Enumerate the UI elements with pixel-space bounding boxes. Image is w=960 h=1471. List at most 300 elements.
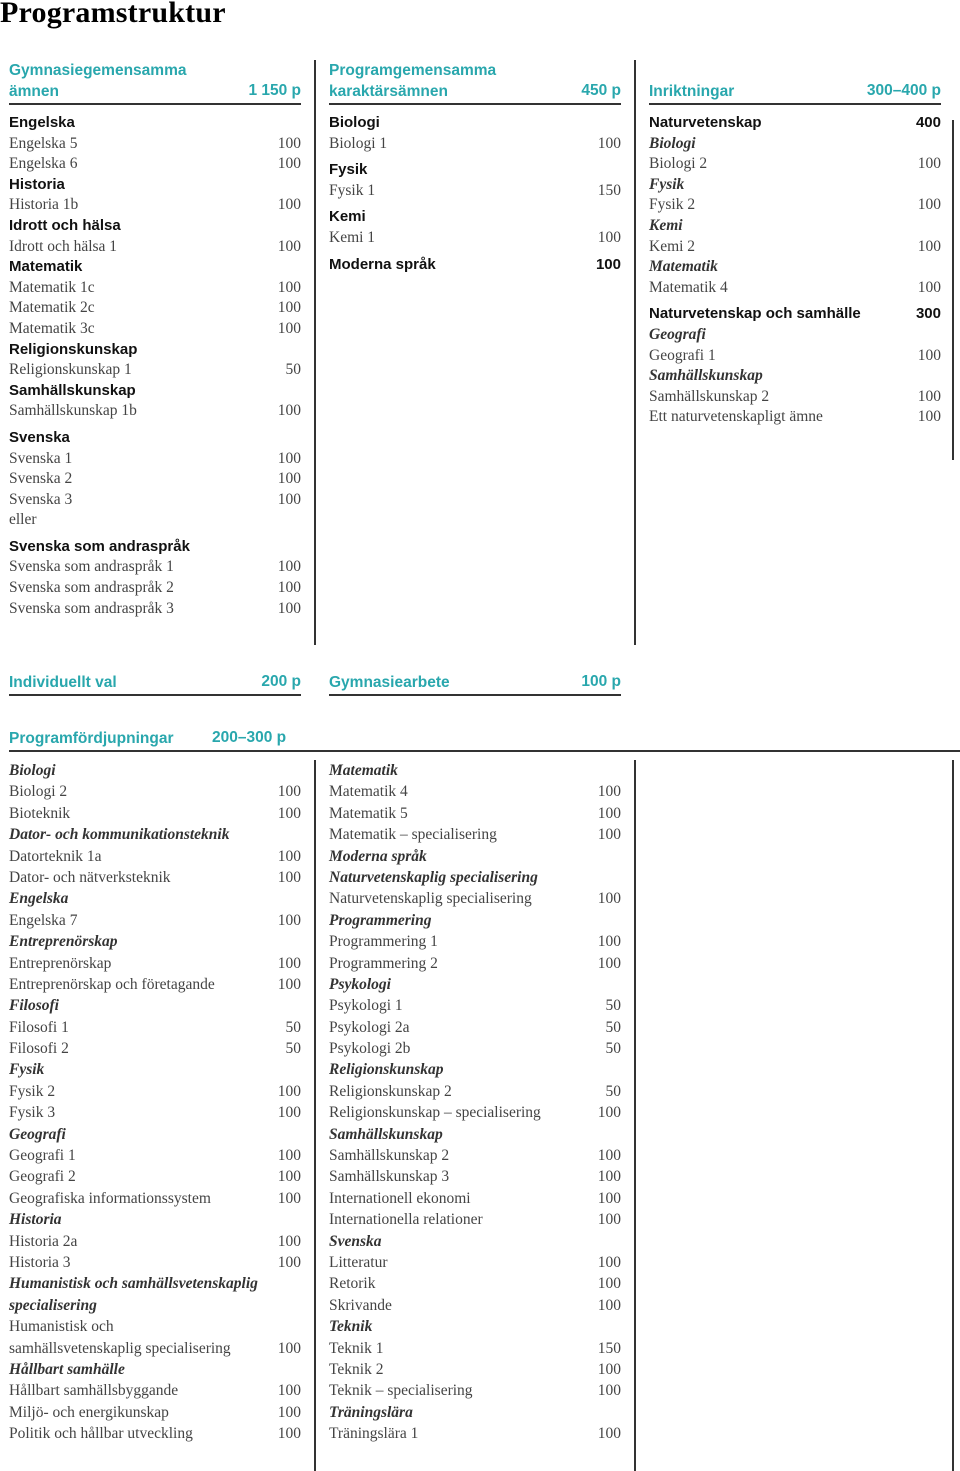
row-points: 100 (277, 237, 301, 255)
row-points: 100 (277, 449, 301, 467)
row-label: Retorik (329, 1275, 376, 1293)
row-label: Religionskunskap – specialisering (329, 1104, 541, 1122)
row-points: 100 (277, 1253, 301, 1271)
row-label: Dator- och kommunikationsteknik (9, 826, 230, 844)
course-row (329, 1359, 621, 1380)
row-points: 100 (597, 826, 621, 844)
gymnasiearbete-section (329, 672, 621, 696)
row-label: Dator- och nätverksteknik (9, 868, 171, 886)
column-divider (314, 60, 316, 645)
row-label: Matematik (329, 762, 398, 779)
subject-heading (329, 1231, 621, 1252)
row-label: Samhällskunskap 2 (649, 387, 770, 405)
row-points: 100 (597, 1425, 621, 1443)
course-list (329, 113, 621, 275)
header-line-2: karaktärsämnen (329, 83, 448, 100)
gymnasiegemensamma-section (9, 60, 301, 619)
row-label: Svenska (329, 1232, 382, 1250)
row-points: 100 (277, 599, 301, 617)
course-row (9, 1188, 301, 1209)
page-title: Programstruktur (0, 0, 226, 29)
row-label: Idrott och hälsa 1 (9, 237, 118, 255)
row-label: Fysik (649, 175, 685, 193)
course-list (9, 113, 301, 619)
row-points: 50 (285, 1018, 301, 1036)
course-row (329, 888, 621, 909)
row-label: Biologi 2 (649, 155, 708, 173)
course-row (9, 599, 301, 620)
course-row (329, 1423, 621, 1444)
row-label: Geografi 2 (9, 1168, 76, 1186)
inriktningar-header (649, 81, 941, 105)
row-label: Entreprenörskap (9, 933, 118, 951)
subject-heading (9, 381, 301, 402)
row-points: 100 (277, 579, 301, 597)
course-row (329, 1081, 621, 1102)
row-label: Kemi (329, 208, 366, 226)
course-list (649, 113, 941, 428)
row-label: Svenska som andraspråk 2 (9, 579, 174, 597)
course-row (9, 1081, 301, 1102)
subject-heading (9, 1273, 301, 1294)
row-label: Engelska 7 (9, 911, 78, 929)
gymnasiearbete-header (329, 672, 621, 696)
row-label: Engelska (9, 114, 75, 131)
subject-heading (9, 216, 301, 237)
column-divider (314, 760, 316, 1471)
row-label: Historia 3 (9, 1253, 71, 1271)
row-label: Fysik (9, 1061, 45, 1079)
row-points: 100 (597, 1360, 621, 1378)
header-line: Inriktningar (649, 83, 735, 100)
row-label: Ett naturvetenskapligt ämne (649, 408, 823, 426)
row-points: 100 (277, 470, 301, 488)
course-row (649, 154, 941, 175)
subject-heading (649, 134, 941, 155)
subject-heading (329, 910, 621, 931)
subject-heading (9, 1209, 301, 1230)
course-row (9, 319, 301, 340)
course-row (9, 1316, 301, 1337)
row-points: 100 (277, 954, 301, 972)
course-row (9, 867, 301, 888)
course-row (329, 824, 621, 845)
course-row (649, 387, 941, 408)
course-row (9, 953, 301, 974)
row-label: Teknik 2 (329, 1360, 384, 1378)
subject-heading (649, 325, 941, 346)
course-row (329, 1145, 621, 1166)
row-label: Samhällskunskap 1b (9, 402, 137, 420)
row-label: Matematik (649, 258, 718, 276)
row-points: 100 (277, 1339, 301, 1357)
course-row (9, 449, 301, 470)
course-row (9, 557, 301, 578)
subject-heading (649, 113, 941, 134)
row-label: Samhällskunskap (9, 381, 136, 399)
subject-heading (649, 366, 941, 387)
row-label: Kemi 1 (329, 228, 376, 246)
row-points: 100 (277, 196, 301, 214)
row-label: Engelska 6 (9, 155, 78, 173)
row-points: 100 (277, 1082, 301, 1100)
course-row (9, 1145, 301, 1166)
course-row (9, 974, 301, 995)
course-row (329, 1338, 621, 1359)
individuellt-val-section (9, 672, 301, 696)
course-row (9, 490, 301, 511)
row-label: Svenska 1 (9, 449, 73, 467)
header-line-1: Gymnasiegemensamma (9, 62, 187, 79)
course-row (329, 1038, 621, 1059)
row-points: 50 (605, 1040, 621, 1058)
row-points: 100 (597, 1296, 621, 1314)
row-label: Svenska 3 (9, 490, 73, 508)
row-points: 150 (597, 181, 621, 199)
row-label: Matematik 4 (649, 278, 728, 296)
row-points: 100 (277, 490, 301, 508)
row-points: 100 (277, 1168, 301, 1186)
row-label: Moderna språk (329, 847, 427, 865)
row-points: 100 (917, 387, 941, 405)
course-row (9, 510, 301, 531)
subject-heading (9, 824, 301, 845)
row-label: Kemi 2 (649, 237, 696, 255)
programfordjupningar-section (9, 728, 960, 752)
subject-heading (649, 304, 941, 325)
course-row (329, 1295, 621, 1316)
course-row (9, 803, 301, 824)
row-label: Matematik 4 (329, 783, 408, 801)
course-row (329, 1209, 621, 1230)
row-points: 100 (277, 868, 301, 886)
subject-heading (9, 537, 301, 558)
row-points: 50 (605, 1082, 621, 1100)
row-points: 100 (277, 1232, 301, 1250)
subject-heading (329, 1402, 621, 1423)
row-points: 100 (277, 155, 301, 173)
subject-heading (9, 175, 301, 196)
row-points: 100 (277, 402, 301, 420)
row-label: Internationella relationer (329, 1211, 483, 1229)
row-label: Biologi 2 (9, 783, 68, 801)
row-points: 100 (917, 196, 941, 214)
row-label: Politik och hållbar utveckling (9, 1425, 193, 1443)
section-points: 1 150 p (248, 82, 301, 99)
row-label: Naturvetenskaplig specialisering (329, 890, 532, 908)
course-row (9, 237, 301, 258)
row-label: Engelska (9, 890, 69, 908)
subject-heading (9, 931, 301, 952)
row-points: 100 (917, 155, 941, 173)
subject-heading (9, 888, 301, 909)
subject-heading (9, 340, 301, 361)
course-row (9, 578, 301, 599)
individuellt-val-header (9, 672, 301, 696)
row-label: Historia 2a (9, 1232, 78, 1250)
course-row (9, 401, 301, 422)
row-label: Naturvetenskaplig specialisering (329, 868, 538, 886)
row-label: Programmering (329, 911, 432, 929)
subject-heading (9, 1124, 301, 1145)
course-row (9, 134, 301, 155)
row-points: 100 (597, 1168, 621, 1186)
row-label: Psykologi 1 (329, 997, 403, 1015)
row-points: 400 (915, 114, 941, 131)
programgemensamma-header (329, 60, 621, 105)
course-row (9, 360, 301, 381)
row-points: 100 (597, 228, 621, 246)
column-divider (952, 120, 954, 460)
course-row (9, 1231, 301, 1252)
subject-heading (9, 257, 301, 278)
course-row (9, 1017, 301, 1038)
row-label: Samhällskunskap (329, 1125, 443, 1143)
row-label: Matematik 5 (329, 804, 408, 822)
row-points: 100 (277, 783, 301, 801)
course-row (9, 195, 301, 216)
section-points: 200–300 p (212, 729, 287, 746)
course-row (9, 1102, 301, 1123)
row-label: Fysik 3 (9, 1104, 56, 1122)
row-points: 100 (277, 1403, 301, 1421)
row-label: Fysik 1 (329, 181, 376, 199)
row-points: 100 (277, 319, 301, 337)
subject-heading (9, 995, 301, 1016)
row-label: Svenska som andraspråk 1 (9, 558, 174, 576)
course-row (9, 846, 301, 867)
row-points: 300 (915, 305, 941, 323)
row-label: Filosofi 1 (9, 1018, 69, 1036)
row-points: 100 (277, 804, 301, 822)
row-points: 100 (597, 1275, 621, 1293)
row-label: Religionskunskap 1 (9, 361, 132, 379)
course-row (9, 1338, 301, 1359)
row-label: Biologi 1 (329, 134, 388, 152)
subject-heading (9, 1059, 301, 1080)
row-points: 50 (605, 1018, 621, 1036)
section-points: 100 p (581, 673, 621, 690)
row-points: 100 (277, 278, 301, 296)
row-label: specialisering (9, 1296, 97, 1314)
row-points: 100 (917, 346, 941, 364)
row-label: Geografi 1 (649, 346, 716, 364)
row-points: 100 (277, 847, 301, 865)
course-row (649, 195, 941, 216)
course-row (329, 1166, 621, 1187)
course-row (9, 1380, 301, 1401)
subject-heading (329, 1124, 621, 1145)
subject-heading (329, 255, 621, 276)
row-points: 100 (597, 1104, 621, 1122)
row-label: Religionskunskap (329, 1061, 444, 1079)
course-row (9, 278, 301, 299)
row-label: Matematik 2c (9, 299, 95, 317)
row-points: 150 (597, 1339, 621, 1357)
row-points: 100 (277, 1382, 301, 1400)
row-points: 100 (597, 1147, 621, 1165)
header-line-2: ämnen (9, 83, 59, 100)
row-points: 50 (605, 997, 621, 1015)
row-label: Fysik 2 (9, 1082, 56, 1100)
row-label: Psykologi 2a (329, 1018, 410, 1036)
row-points: 100 (277, 975, 301, 993)
row-label: Filosofi (9, 997, 59, 1015)
section-points: 300–400 p (866, 82, 941, 99)
course-row (329, 1017, 621, 1038)
row-points: 100 (597, 1211, 621, 1229)
column-divider (634, 760, 636, 1471)
row-points: 100 (597, 1189, 621, 1207)
column-divider (634, 60, 636, 645)
row-label: Matematik (9, 258, 83, 276)
row-label: Svenska som andraspråk 3 (9, 599, 174, 617)
row-label: eller (9, 511, 37, 529)
row-label: Psykologi (329, 975, 391, 993)
row-points: 100 (597, 890, 621, 908)
row-label: Matematik – specialisering (329, 826, 497, 844)
section-points: 200 p (261, 673, 301, 690)
row-label: Engelska 5 (9, 134, 78, 152)
row-label: Litteratur (329, 1253, 388, 1271)
row-label: Matematik 3c (9, 319, 95, 337)
course-row (329, 228, 621, 249)
row-label: Fysik 2 (649, 196, 696, 214)
fordjupning-column-2 (329, 760, 621, 1445)
row-label: Moderna språk (329, 255, 436, 273)
course-row (649, 407, 941, 428)
row-label: Humanistisk och samhällsvetenskaplig (9, 1275, 258, 1293)
subject-heading (649, 175, 941, 196)
inriktningar-section (649, 81, 941, 428)
row-label: Religionskunskap (9, 340, 138, 358)
row-points: 100 (597, 1253, 621, 1271)
row-label: Biologi (9, 762, 56, 779)
programgemensamma-section (329, 60, 621, 275)
course-row (329, 953, 621, 974)
row-label: Programmering 1 (329, 933, 438, 951)
row-label: Historia (9, 1211, 62, 1229)
row-points: 100 (277, 1425, 301, 1443)
row-points: 100 (277, 134, 301, 152)
row-label: Geografi 1 (9, 1147, 76, 1165)
row-label: Svenska 2 (9, 470, 73, 488)
row-label: Biologi (329, 114, 380, 131)
course-list (9, 760, 301, 1445)
row-label: Historia 1b (9, 196, 79, 214)
row-points: 100 (597, 933, 621, 951)
row-label: Teknik (329, 1318, 373, 1336)
subject-heading (329, 160, 621, 181)
row-points: 100 (277, 1104, 301, 1122)
fordjupning-column-1 (9, 760, 301, 1445)
course-row (9, 1252, 301, 1273)
row-label: Historia (9, 175, 65, 193)
course-row (329, 1380, 621, 1401)
row-label: Samhällskunskap (649, 367, 763, 385)
course-row (329, 995, 621, 1016)
course-row (329, 781, 621, 802)
header-line: Individuellt val (9, 674, 117, 691)
row-label: Geografi (649, 325, 706, 343)
row-points: 100 (277, 299, 301, 317)
programfordjupningar-header (9, 728, 960, 752)
subject-heading (9, 113, 301, 134)
subject-heading (9, 1295, 301, 1316)
row-points: 100 (595, 255, 621, 273)
course-row (9, 154, 301, 175)
row-points: 100 (917, 237, 941, 255)
course-row (9, 1166, 301, 1187)
course-row (649, 278, 941, 299)
row-points: 100 (597, 783, 621, 801)
row-label: Entreprenörskap och företagande (9, 975, 215, 993)
row-label: Samhällskunskap 3 (329, 1168, 450, 1186)
row-points: 50 (285, 361, 301, 379)
row-label: Naturvetenskap och samhälle (649, 305, 861, 323)
row-label: Geografiska informationssystem (9, 1189, 211, 1207)
course-row (329, 1273, 621, 1294)
row-label: Programmering 2 (329, 954, 438, 972)
subject-heading (329, 760, 621, 781)
row-points: 100 (917, 278, 941, 296)
row-points: 100 (277, 1189, 301, 1207)
subject-heading (329, 846, 621, 867)
header-line-1: Programgemensamma (329, 62, 497, 79)
row-label: Matematik 1c (9, 278, 95, 296)
row-points: 50 (285, 1040, 301, 1058)
row-label: Naturvetenskap (649, 114, 762, 131)
subject-heading (329, 207, 621, 228)
row-points: 100 (277, 911, 301, 929)
row-label: Entreprenörskap (9, 954, 112, 972)
row-label: Bioteknik (9, 804, 71, 822)
course-row (9, 910, 301, 931)
subject-heading (9, 760, 301, 781)
row-label: Idrott och hälsa (9, 216, 121, 234)
row-label: Internationell ekonomi (329, 1189, 471, 1207)
course-row (9, 1423, 301, 1444)
section-points: 450 p (581, 82, 621, 99)
row-label: Träningslära (329, 1403, 413, 1421)
row-label: Skrivande (329, 1296, 392, 1314)
row-points: 100 (917, 408, 941, 426)
row-label: samhällsvetenskaplig specialisering (9, 1339, 231, 1357)
subject-heading (329, 1059, 621, 1080)
course-row (649, 237, 941, 258)
header-line: Gymnasiearbete (329, 674, 450, 691)
row-label: Svenska som andraspråk (9, 537, 190, 555)
row-label: Biologi (649, 134, 696, 152)
course-row (329, 1188, 621, 1209)
subject-heading (329, 974, 621, 995)
subject-heading (649, 257, 941, 278)
row-label: Filosofi 2 (9, 1040, 69, 1058)
row-label: Träningslära 1 (329, 1425, 419, 1443)
gymnasiegemensamma-header (9, 60, 301, 105)
row-points: 100 (597, 804, 621, 822)
subject-heading (329, 113, 621, 134)
row-points: 100 (597, 954, 621, 972)
course-row (9, 298, 301, 319)
row-label: Religionskunskap 2 (329, 1082, 452, 1100)
course-row (9, 781, 301, 802)
course-row (329, 134, 621, 155)
row-label: Hållbart samhällsbyggande (9, 1382, 179, 1400)
subject-heading (9, 428, 301, 449)
course-row (9, 1402, 301, 1423)
subject-heading (649, 216, 941, 237)
